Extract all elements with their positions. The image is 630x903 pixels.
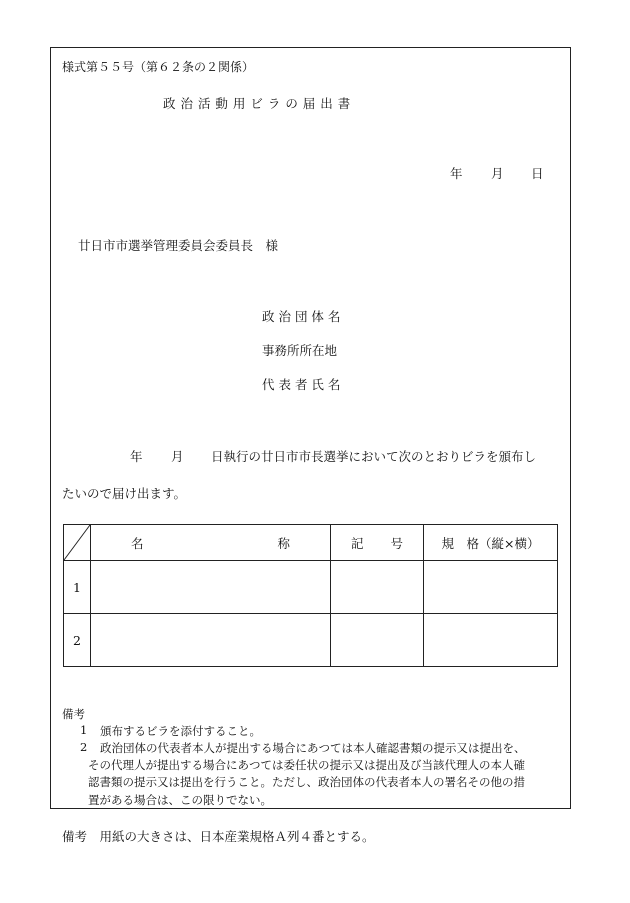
row-name-cell[interactable]	[91, 614, 331, 667]
statement-line1: 日執行の廿日市市長選挙において次のとおりビラを頒布し	[211, 449, 537, 464]
date-month: 月	[491, 166, 504, 181]
corner-cell	[64, 525, 91, 561]
note-1-text: 頒布するビラを添付すること。	[100, 724, 261, 738]
label-representative: 代 表 者 氏 名	[262, 377, 341, 392]
header-symbol-char2: 号	[390, 535, 403, 551]
form-title: 政 治 活 動 用 ビ ラ の 届 出 書	[163, 96, 351, 111]
row-symbol-cell[interactable]	[331, 614, 424, 667]
statement-year: 年	[130, 449, 143, 464]
form-frame	[50, 47, 571, 809]
addressee: 廿日市市選挙管理委員会委員長 様	[78, 238, 279, 253]
footer-note: 備考 用紙の大きさは、日本産業規格Ａ列４番とする。	[62, 829, 375, 844]
note-2-line-2: その代理人が提出する場合にあつては委任状の提示又は提出及び当該代理人の本人確	[88, 758, 525, 772]
date-year: 年	[450, 166, 463, 181]
header-name-char1: 名	[131, 535, 144, 551]
note-2-line-4: 置がある場合は、この限りでない。	[88, 793, 272, 807]
header-size	[424, 525, 558, 561]
note-1-number: 1	[80, 723, 88, 737]
leaflet-table	[63, 524, 558, 667]
diagonal-line	[64, 525, 90, 560]
label-org-name: 政 治 団 体 名	[262, 309, 341, 324]
row-number: 2	[64, 614, 91, 667]
header-name-char2: 称	[277, 535, 290, 551]
row-name-cell[interactable]	[91, 561, 331, 614]
date-day: 日	[531, 166, 544, 181]
header-symbol-char1: 記	[351, 535, 364, 551]
header-size-label: 規 格（縦×横）	[441, 535, 540, 551]
row-symbol-cell[interactable]	[331, 561, 424, 614]
statement-line2: たいので届け出ます。	[62, 486, 187, 501]
note-2-line-1: 政治団体の代表者本人が提出する場合にあつては本人確認書類の提示又は提出を、	[100, 741, 526, 755]
row-size-cell[interactable]	[424, 614, 558, 667]
table-header-row	[64, 525, 558, 561]
note-2-number: 2	[80, 740, 88, 754]
notes-heading: 備考	[62, 707, 85, 721]
header-name	[91, 525, 331, 561]
row-size-cell[interactable]	[424, 561, 558, 614]
note-2-line-3: 認書類の提示又は提出を行うこと。ただし、政治団体の代表者本人の署名その他の措	[88, 775, 525, 789]
header-symbol	[331, 525, 424, 561]
row-number: 1	[64, 561, 91, 614]
table-row	[64, 561, 558, 614]
statement-month: 月	[171, 449, 184, 464]
label-office-address: 事務所所在地	[262, 343, 338, 358]
form-number: 様式第５５号（第６２条の２関係）	[62, 60, 255, 74]
table-row	[64, 614, 558, 667]
